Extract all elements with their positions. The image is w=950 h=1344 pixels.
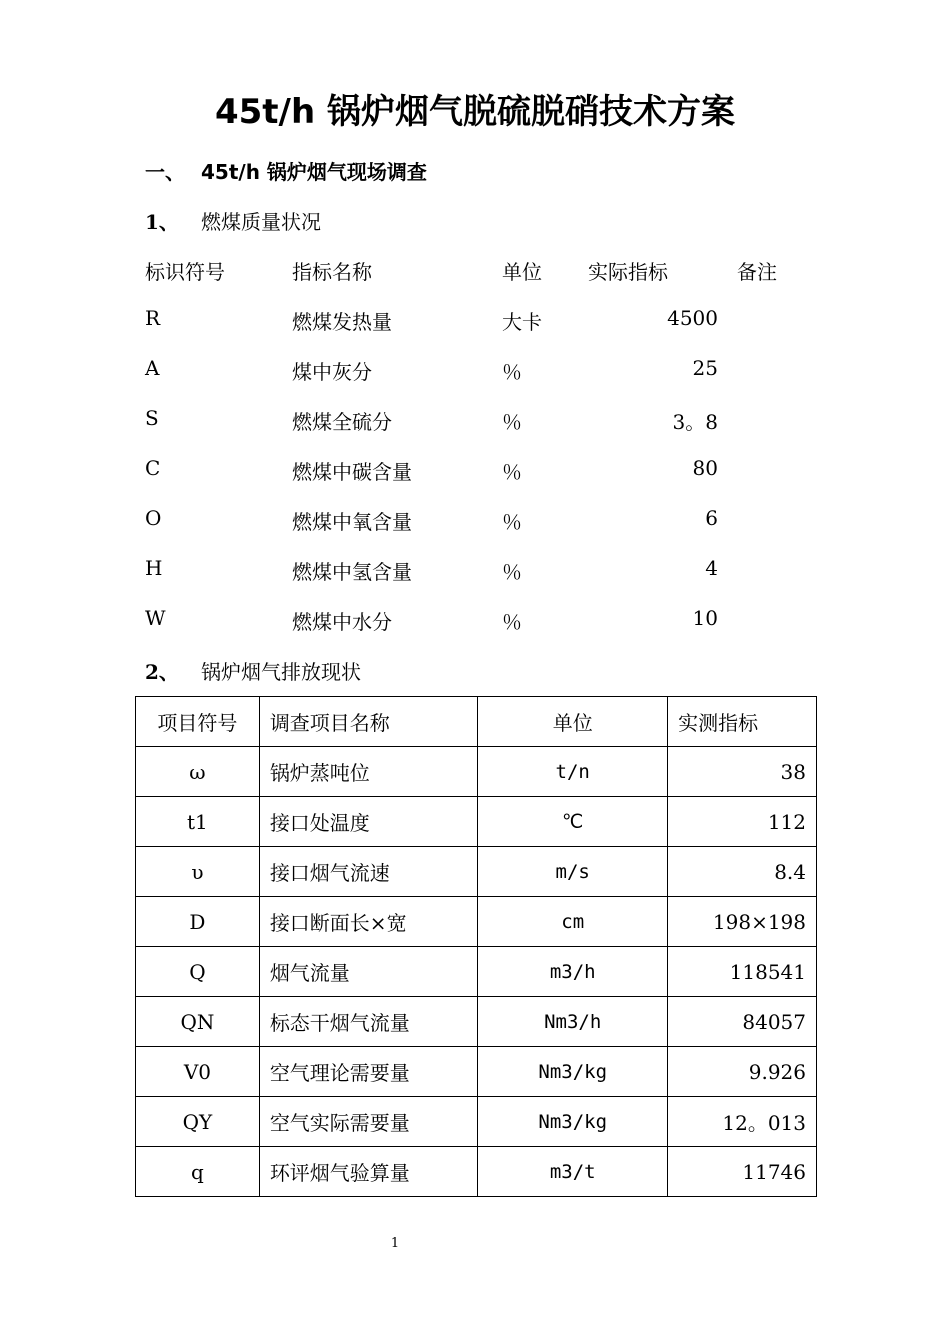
row-name: 空气实际需要量: [259, 1097, 478, 1147]
row-unit: Nm3/kg: [478, 1097, 668, 1147]
table-row: [136, 947, 817, 997]
coal-name: 燃煤中氢含量: [292, 560, 412, 584]
row-unit: m/s: [478, 847, 668, 897]
row-symbol: υ: [136, 847, 260, 897]
row-value: 11746: [668, 1147, 817, 1197]
row-unit: ℃: [478, 797, 668, 847]
row-symbol: V0: [136, 1047, 260, 1097]
coal-value: 4500: [667, 306, 718, 330]
coal-row: [145, 406, 825, 436]
coal-unit: ％: [502, 560, 522, 584]
header-symbol: 标识符号: [145, 260, 225, 284]
coal-name: 燃煤中碳含量: [292, 460, 412, 484]
header-symbol: 项目符号: [136, 697, 260, 747]
table-row: [136, 897, 817, 947]
table-row: [136, 1047, 817, 1097]
coal-unit: ％: [502, 460, 522, 484]
coal-value: 80: [692, 456, 718, 480]
coal-value: 6: [705, 506, 718, 530]
row-symbol: Q: [136, 947, 260, 997]
subsection-number: 2、: [145, 660, 179, 684]
header-name: 指标名称: [292, 260, 372, 284]
coal-unit: ％: [502, 610, 522, 634]
coal-name: 煤中灰分: [292, 360, 372, 384]
table-row: [136, 747, 817, 797]
row-value: 84057: [668, 997, 817, 1047]
header-value: 实际指标: [588, 260, 668, 284]
coal-row: [145, 556, 825, 586]
row-name: 标态干烟气流量: [259, 997, 478, 1047]
subsection-number: 1、: [145, 210, 179, 234]
subsection-heading-flue: [145, 656, 361, 685]
page-number: 1: [390, 1236, 400, 1251]
row-symbol: QY: [136, 1097, 260, 1147]
coal-unit: ％: [502, 510, 522, 534]
row-name: 烟气流量: [259, 947, 478, 997]
row-symbol: QN: [136, 997, 260, 1047]
row-symbol: q: [136, 1147, 260, 1197]
row-unit: Nm3/h: [478, 997, 668, 1047]
row-name: 空气理论需要量: [259, 1047, 478, 1097]
table-row: [136, 997, 817, 1047]
coal-name: 燃煤中氧含量: [292, 510, 412, 534]
row-name: 接口处温度: [259, 797, 478, 847]
coal-symbol: S: [145, 406, 159, 430]
coal-value: 10: [692, 606, 718, 630]
row-unit: t/n: [478, 747, 668, 797]
coal-symbol: W: [145, 606, 166, 630]
coal-symbol: C: [145, 456, 161, 480]
coal-value: 25: [692, 356, 718, 380]
coal-name: 燃煤全硫分: [292, 410, 392, 434]
coal-name: 燃煤发热量: [292, 310, 392, 334]
coal-value: 3。8: [672, 410, 718, 434]
coal-symbol: O: [145, 506, 162, 530]
coal-unit: ％: [502, 410, 522, 434]
coal-table-header: [145, 256, 825, 286]
row-symbol: t1: [136, 797, 260, 847]
table-header-row: [136, 697, 817, 747]
row-name: 环评烟气验算量: [259, 1147, 478, 1197]
coal-value: 4: [705, 556, 718, 580]
header-name: 调查项目名称: [259, 697, 478, 747]
row-symbol: D: [136, 897, 260, 947]
document-title: 45t/h 锅炉烟气脱硫脱硝技术方案: [214, 92, 736, 132]
row-unit: m3/h: [478, 947, 668, 997]
section-heading: [145, 156, 427, 185]
row-symbol: ω: [136, 747, 260, 797]
row-name: 接口烟气流速: [259, 847, 478, 897]
subsection-heading-coal: [145, 206, 321, 235]
coal-name: 燃煤中水分: [292, 610, 392, 634]
header-value: 实测指标: [668, 697, 817, 747]
row-unit: cm: [478, 897, 668, 947]
row-value: 9.926: [668, 1047, 817, 1097]
subsection-title: 燃煤质量状况: [201, 210, 321, 234]
row-unit: m3/t: [478, 1147, 668, 1197]
section-title: 45t/h 锅炉烟气现场调查: [201, 160, 427, 184]
coal-row: [145, 506, 825, 536]
row-value: 38: [668, 747, 817, 797]
row-value: 112: [668, 797, 817, 847]
header-unit: 单位: [478, 697, 668, 747]
coal-symbol: A: [145, 356, 160, 380]
subsection-title: 锅炉烟气排放现状: [201, 660, 361, 684]
table-row: [136, 1147, 817, 1197]
coal-row: [145, 356, 825, 386]
row-value: 198×198: [668, 897, 817, 947]
table-row: [136, 1097, 817, 1147]
coal-symbol: H: [145, 556, 163, 580]
coal-row: [145, 456, 825, 486]
coal-row: [145, 306, 825, 336]
row-value: 12。013: [668, 1097, 817, 1147]
row-unit: Nm3/kg: [478, 1047, 668, 1097]
section-number: 一、: [145, 160, 185, 184]
header-note: 备注: [737, 260, 777, 284]
coal-unit: 大卡: [502, 310, 542, 334]
header-unit: 单位: [502, 260, 542, 284]
table-row: [136, 847, 817, 897]
flue-gas-table: [135, 696, 817, 1197]
coal-unit: ％: [502, 360, 522, 384]
table-row: [136, 797, 817, 847]
row-name: 锅炉蒸吨位: [259, 747, 478, 797]
row-value: 8.4: [668, 847, 817, 897]
coal-symbol: R: [145, 306, 161, 330]
row-value: 118541: [668, 947, 817, 997]
coal-row: [145, 606, 825, 636]
row-name: 接口断面长×宽: [259, 897, 478, 947]
